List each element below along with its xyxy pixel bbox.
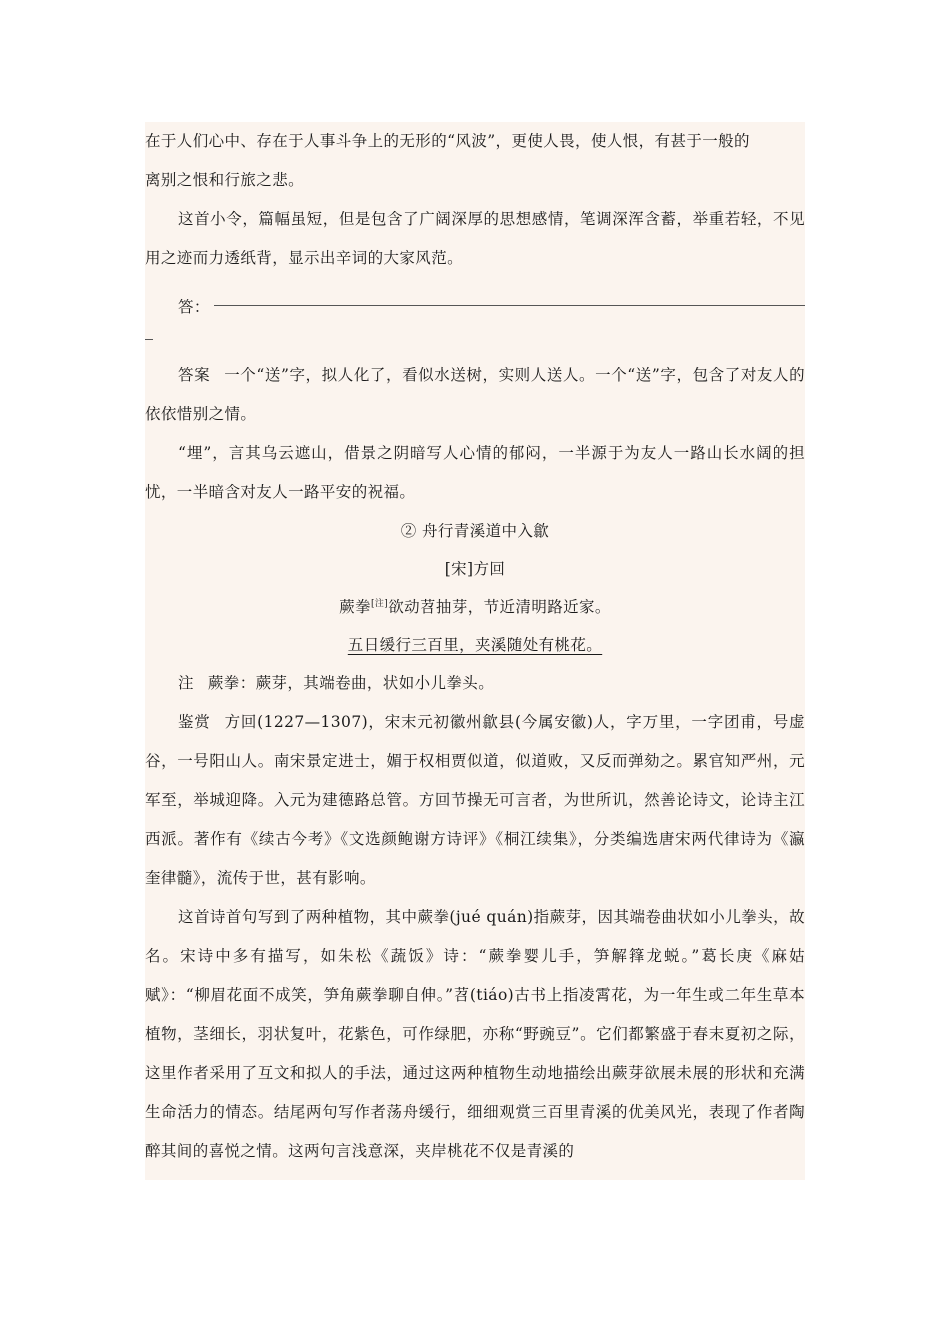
answer-label: 答案 — [178, 366, 211, 384]
continued-line: 在于人们心中、存在于人事斗争上的无形的“风波”，更使人畏，使人恨，有甚于一般的 — [145, 132, 750, 150]
poem-author: [宋]方回 — [444, 560, 506, 578]
answer-blank-continuation — [145, 317, 805, 356]
note-paragraph — [145, 664, 805, 703]
answer-paragraph-2: “埋”，言其乌云遮山，借景之阴暗写人心情的郁闷，一半源于为友人一路山长水阔的担忧，一半暗含对友人一路平安的祝福。 — [145, 444, 805, 501]
document-body — [145, 122, 805, 1171]
note-label: 注 — [178, 674, 194, 692]
answer-paragraph — [145, 356, 805, 434]
answer-underline — [214, 305, 805, 306]
appreciation-text: 方回(1227—1307)，宋末元初徽州歙县(今属安徽)人，字万里，一字团甫，号虚谷，一号阳山人。南宋景定进士，媚于权相贾似道，似道败，又反而弹劾之。累官知严州，元军至，举城迎降。入元为建德路总管。方回节操无可言者，为世所讥，然善论诗文，论诗主江西派。著作有《续古今考》《文选颜鲍谢方诗评》《桐江续集》，分类编选唐宋两代律诗为《瀛奎律髓》，流传于世，甚有影响。 — [145, 713, 806, 887]
closing-paragraph: 这首小令，篇幅虽短，但是包含了广阔深厚的思想感情，笔调深浑含蓄，举重若轻，不见用之迹而力透纸背，显示出辛词的大家风范。 — [145, 210, 805, 267]
answer-blank[interactable] — [145, 278, 805, 317]
poem-line-2: 五日缓行三百里，夹溪随处有桃花。 — [347, 636, 603, 654]
poem-line-1: 蕨拳[注]欲动苕抽芽，节近清明路近家。 — [339, 598, 611, 616]
answer-prompt-label: 答： — [178, 298, 210, 316]
continued-line-end: 离别之恨和行旅之悲。 — [145, 171, 305, 189]
poem-title: ② 舟行青溪道中入歙 — [400, 522, 550, 540]
note-marker: [注] — [370, 599, 389, 609]
answer-text: 一个“送”字，拟人化了，看似水送树，实则人送人。一个“送”字，包含了对友人的依依惜别之情。 — [145, 366, 805, 423]
appreciation-paragraph — [145, 703, 805, 898]
appreciation-label: 鉴赏 — [178, 713, 211, 731]
note-text: 蕨拳：蕨芽，其端卷曲，状如小儿拳头。 — [207, 674, 495, 692]
appreciation-paragraph-2: 这首诗首句写到了两种植物，其中蕨拳(jué quán)指蕨芽，因其端卷曲状如小儿拳头，故名。宋诗中多有描写，如朱松《蔬饭》诗：“蕨拳婴儿手，笋解箨龙蜕。”葛长庚《麻姑赋》：“柳眉花面不成笑，笋角蕨拳聊自伸。”苕(tiáo)古书上指凌霄花，为一年生或二年生草本植物，茎细长，羽状复叶，花紫色，可作绿肥，亦称“野豌豆”。它们都繁盛于春末夏初之际，这里作者采用了互文和拟人的手法，通过这两种植物生动地描绘出蕨芽欲展未展的形状和充满生命活力的情态。结尾两句写作者荡舟缓行，细细观赏三百里青溪的优美风光，表现了作者陶醉其间的喜悦之情。这两句言浅意深，夹岸桃花不仅是青溪的 — [145, 908, 805, 1160]
